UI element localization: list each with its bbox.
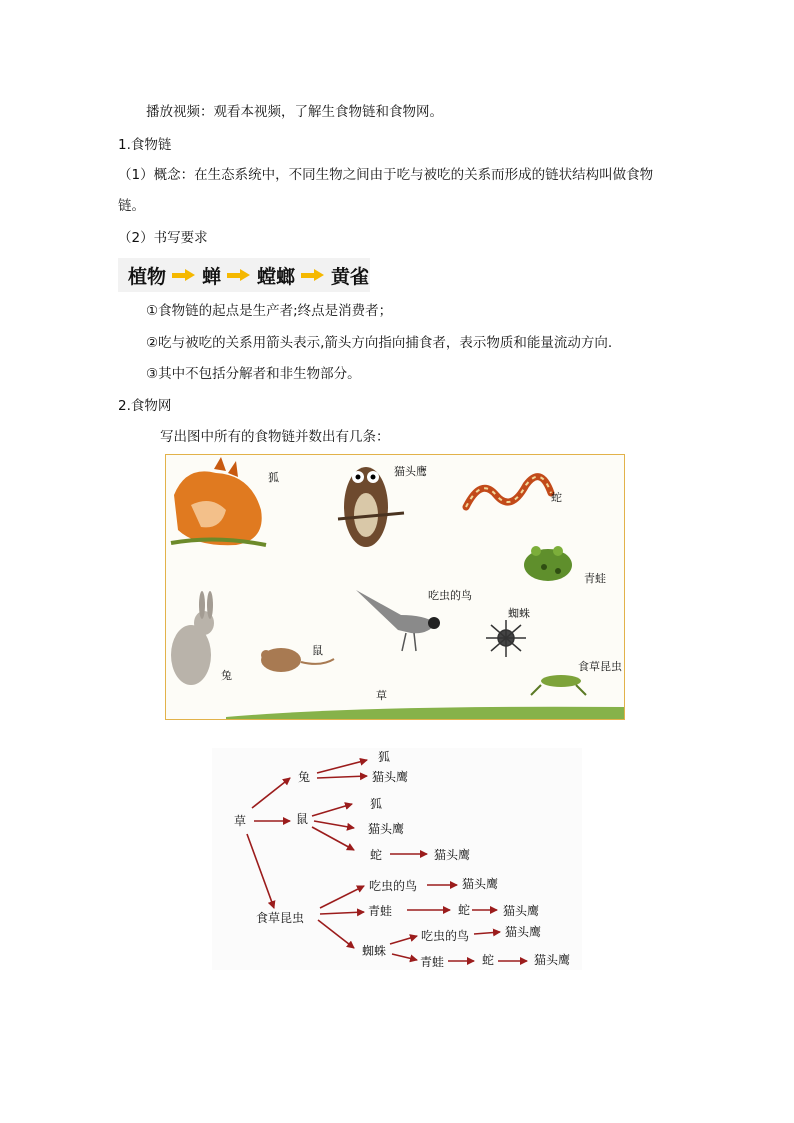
snake-illustration	[466, 477, 551, 507]
rabbit-illustration	[171, 591, 214, 685]
node-insect-frog-snake-owl: 猫头鹰	[503, 904, 540, 918]
rule-1: ①食物链的起点是生产者;终点是消费者；	[146, 303, 393, 319]
label-spider: 蜘蛛	[508, 607, 530, 620]
node-rabbit-fox: 狐	[378, 750, 391, 764]
node-rabbit: 兔	[298, 770, 311, 784]
chain-item: 螳螂	[257, 265, 296, 288]
chain-item: 蝉	[202, 265, 222, 288]
label-fox: 狐	[268, 471, 279, 484]
concept-line-2: 链。	[118, 198, 145, 214]
task-text: 写出图中所有的食物链并数出有几条：	[160, 429, 390, 445]
node-spider-bird: 吃虫的鸟	[421, 929, 470, 943]
node-spider: 蜘蛛	[362, 944, 387, 958]
label-grasshopper: 食草昆虫	[578, 660, 622, 673]
node-spider-frog-snake: 蛇	[482, 953, 495, 967]
chain-item: 植物	[128, 265, 167, 288]
arrow-right-icon	[172, 269, 196, 281]
food-web-illustration	[165, 454, 625, 720]
node-mouse-fox: 狐	[370, 797, 383, 811]
intro-text: 播放视频：观看本视频，了解生食物链和食物网。	[146, 104, 443, 120]
node-insect-bird-owl: 猫头鹰	[462, 877, 499, 891]
node-spider-bird-owl: 猫头鹰	[505, 925, 542, 939]
label-mouse: 鼠	[312, 644, 323, 657]
node-rabbit-owl: 猫头鹰	[372, 770, 409, 784]
node-insect-frog-snake: 蛇	[458, 903, 471, 917]
arrow-right-icon	[301, 269, 325, 281]
label-frog: 青蛙	[584, 572, 606, 585]
concept-line-1: （1）概念：在生态系统中，不同生物之间由于吃与被吃的关系而形成的链状结构叫做食物	[118, 167, 654, 183]
node-insect-bird: 吃虫的鸟	[369, 879, 418, 893]
node-mouse-snake-owl: 猫头鹰	[434, 848, 471, 862]
grass-illustration	[226, 707, 625, 720]
frog-illustration	[524, 546, 572, 581]
label-grass: 草	[376, 689, 387, 702]
mouse-illustration	[261, 648, 334, 672]
fox-illustration	[171, 457, 266, 545]
section2-heading: 2.食物网	[118, 398, 172, 414]
owl-illustration	[338, 467, 404, 547]
spider-illustration	[486, 620, 526, 657]
node-spider-frog: 青蛙	[420, 955, 445, 969]
node-mouse: 鼠	[296, 812, 309, 826]
node-spider-frog-snake-owl: 猫头鹰	[534, 953, 571, 967]
example-food-chain	[118, 258, 370, 292]
label-bird: 吃虫的鸟	[428, 589, 472, 602]
node-grass: 草	[234, 814, 247, 828]
arrow-right-icon	[227, 269, 251, 281]
grasshopper-illustration	[531, 675, 586, 695]
node-mouse-snake: 蛇	[370, 848, 383, 862]
label-snake: 蛇	[551, 491, 562, 504]
node-insect-frog: 青蛙	[368, 904, 393, 918]
label-rabbit: 兔	[221, 669, 232, 682]
label-owl: 猫头鹰	[394, 465, 427, 478]
rule-2: ②吃与被吃的关系用箭头表示,箭头方向指向捕食者，表示物质和能量流动方向.	[146, 335, 613, 351]
food-web-diagram	[212, 748, 582, 970]
node-insect: 食草昆虫	[256, 911, 305, 925]
requirement-heading: （2）书写要求	[118, 230, 208, 246]
chain-item: 黄雀	[331, 265, 370, 288]
section1-heading: 1.食物链	[118, 137, 172, 153]
rule-3: ③其中不包括分解者和非生物部分。	[146, 366, 361, 382]
node-mouse-owl: 猫头鹰	[368, 822, 405, 836]
